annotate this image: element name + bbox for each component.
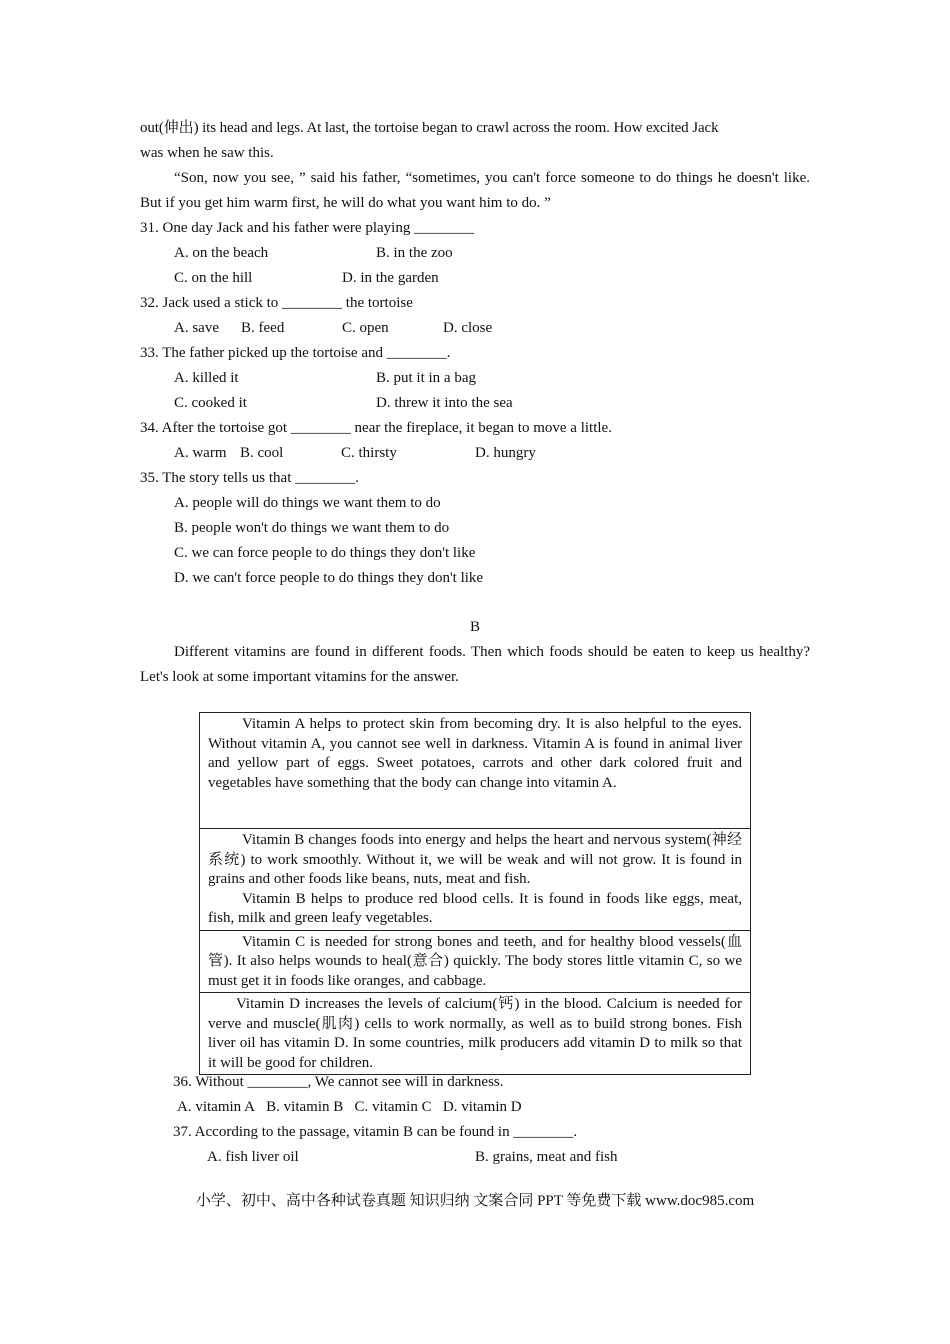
question-stem: 36. Without ________, We cannot see will in darkness. xyxy=(173,1074,504,1090)
cell-paragraph: Vitamin D increases the levels of calcium(钙) in the blood. Calcium is needed for verve and muscle(肌肉) cells to work normally, as well as to build strong bones. Fish liver oil has vitamin D. In some countries, milk producers add vitamin D to milk so that it will be good for children. xyxy=(208,996,742,1071)
option: C. cooked it xyxy=(174,395,247,411)
cell-paragraph: Vitamin A helps to protect skin from becoming dry. It is also helpful to the eyes. Without vitamin A, you cannot see well in darkness. Vitamin A is found in animal liver and yellow part of eggs. Sweet potatoes, carrots and other dark colored fruit and vegetables have something that the body can change into vitamin A. xyxy=(208,716,742,791)
vitamin-c-cell xyxy=(200,930,751,993)
option: B. grains, meat and fish xyxy=(475,1149,618,1165)
question-stem: 32. Jack used a stick to ________ the tortoise xyxy=(140,295,413,311)
passage-a xyxy=(140,116,810,690)
option: A. people will do things we want them to do xyxy=(174,495,441,511)
options-row xyxy=(140,391,810,416)
table-row xyxy=(200,713,751,829)
passage-a-paragraph: “Son, now you see, ” said his father, “sometimes, you can't force someone to do things he doesn't like. But if you get him warm first, he will do what you want him to do. ” xyxy=(140,170,810,211)
table-row xyxy=(200,993,751,1075)
option: A. killed it xyxy=(174,370,239,386)
options-row xyxy=(173,1095,813,1120)
vitamin-a-cell xyxy=(200,713,751,829)
option: C. thirsty xyxy=(341,445,397,461)
vitamin-b-cell xyxy=(200,829,751,931)
questions-b xyxy=(173,1070,813,1170)
cell-paragraph: Vitamin C is needed for strong bones and teeth, and for healthy blood vessels(血管). It also helps wounds to heal(意合) quickly. The body stores little vitamin C, so we must get it in foods like oranges, and cabbage. xyxy=(208,933,742,989)
page-footer: 小学、初中、高中各种试卷真题 知识归纳 文案合同 PPT 等免费下载 www.doc985.com xyxy=(195,1193,755,1209)
option: A. on the beach xyxy=(174,245,269,261)
option: A. fish liver oil xyxy=(207,1149,299,1165)
option: C. on the hill xyxy=(174,270,253,286)
option: A. save xyxy=(174,320,219,336)
question-stem: 33. The father picked up the tortoise and ________. xyxy=(140,345,451,361)
option: D. we can't force people to do things they don't like xyxy=(174,570,484,586)
option: D. close xyxy=(443,320,493,336)
table-row xyxy=(200,930,751,993)
option: D. hungry xyxy=(475,445,536,461)
question-stem: 35. The story tells us that ________. xyxy=(140,470,359,486)
cell-paragraph: Vitamin B changes foods into energy and helps the heart and nervous system(神经系统) to work smoothly. Without it, we will be weak and will not grow. It is found in grains and other foods like beans, nuts, meat and fish. xyxy=(208,832,742,887)
option: B. in the zoo xyxy=(376,245,453,261)
option: C. open xyxy=(342,320,389,336)
option: A. warm xyxy=(174,445,227,461)
option: B. people won't do things we want them to do xyxy=(174,520,450,536)
option: D. threw it into the sea xyxy=(376,395,513,411)
option: C. we can force people to do things they don't like xyxy=(174,545,476,561)
question-stem: 37. According to the passage, vitamin B can be found in ________. xyxy=(173,1124,578,1140)
passage-a-line: out(伸出) its head and legs. At last, the tortoise began to crawl across the room. How excited Jack xyxy=(140,120,719,136)
question-stem: 31. One day Jack and his father were playing ________ xyxy=(140,220,475,236)
option: D. in the garden xyxy=(342,270,439,286)
option: B. feed xyxy=(241,320,285,336)
option: D. vitamin D xyxy=(442,1099,522,1115)
section-heading: B xyxy=(469,619,480,635)
section-b-intro: Different vitamins are found in different foods. Then which foods should be eaten to keep us healthy? Let's look at some important vitamins for the answer. xyxy=(140,644,810,685)
options-row xyxy=(140,441,810,466)
options-row xyxy=(140,316,810,341)
options-row xyxy=(140,241,810,266)
options-row xyxy=(140,366,810,391)
options-row xyxy=(140,266,810,291)
option: B. vitamin B xyxy=(266,1099,344,1115)
options-row xyxy=(173,1145,813,1170)
option: A. vitamin A xyxy=(177,1099,255,1115)
question-stem: 34. After the tortoise got ________ near the fireplace, it began to move a little. xyxy=(140,420,612,436)
option: B. put it in a bag xyxy=(376,370,476,386)
option: B. cool xyxy=(240,445,284,461)
cell-paragraph: Vitamin B helps to produce red blood cells. It is found in foods like eggs, meat, fish, milk and green leafy vegetables. xyxy=(208,890,742,926)
passage-a-line: was when he saw this. xyxy=(140,145,274,161)
option: C. vitamin C xyxy=(354,1099,432,1115)
table-row xyxy=(200,829,751,931)
vitamin-d-cell xyxy=(200,993,751,1075)
vitamin-table xyxy=(199,712,751,1075)
